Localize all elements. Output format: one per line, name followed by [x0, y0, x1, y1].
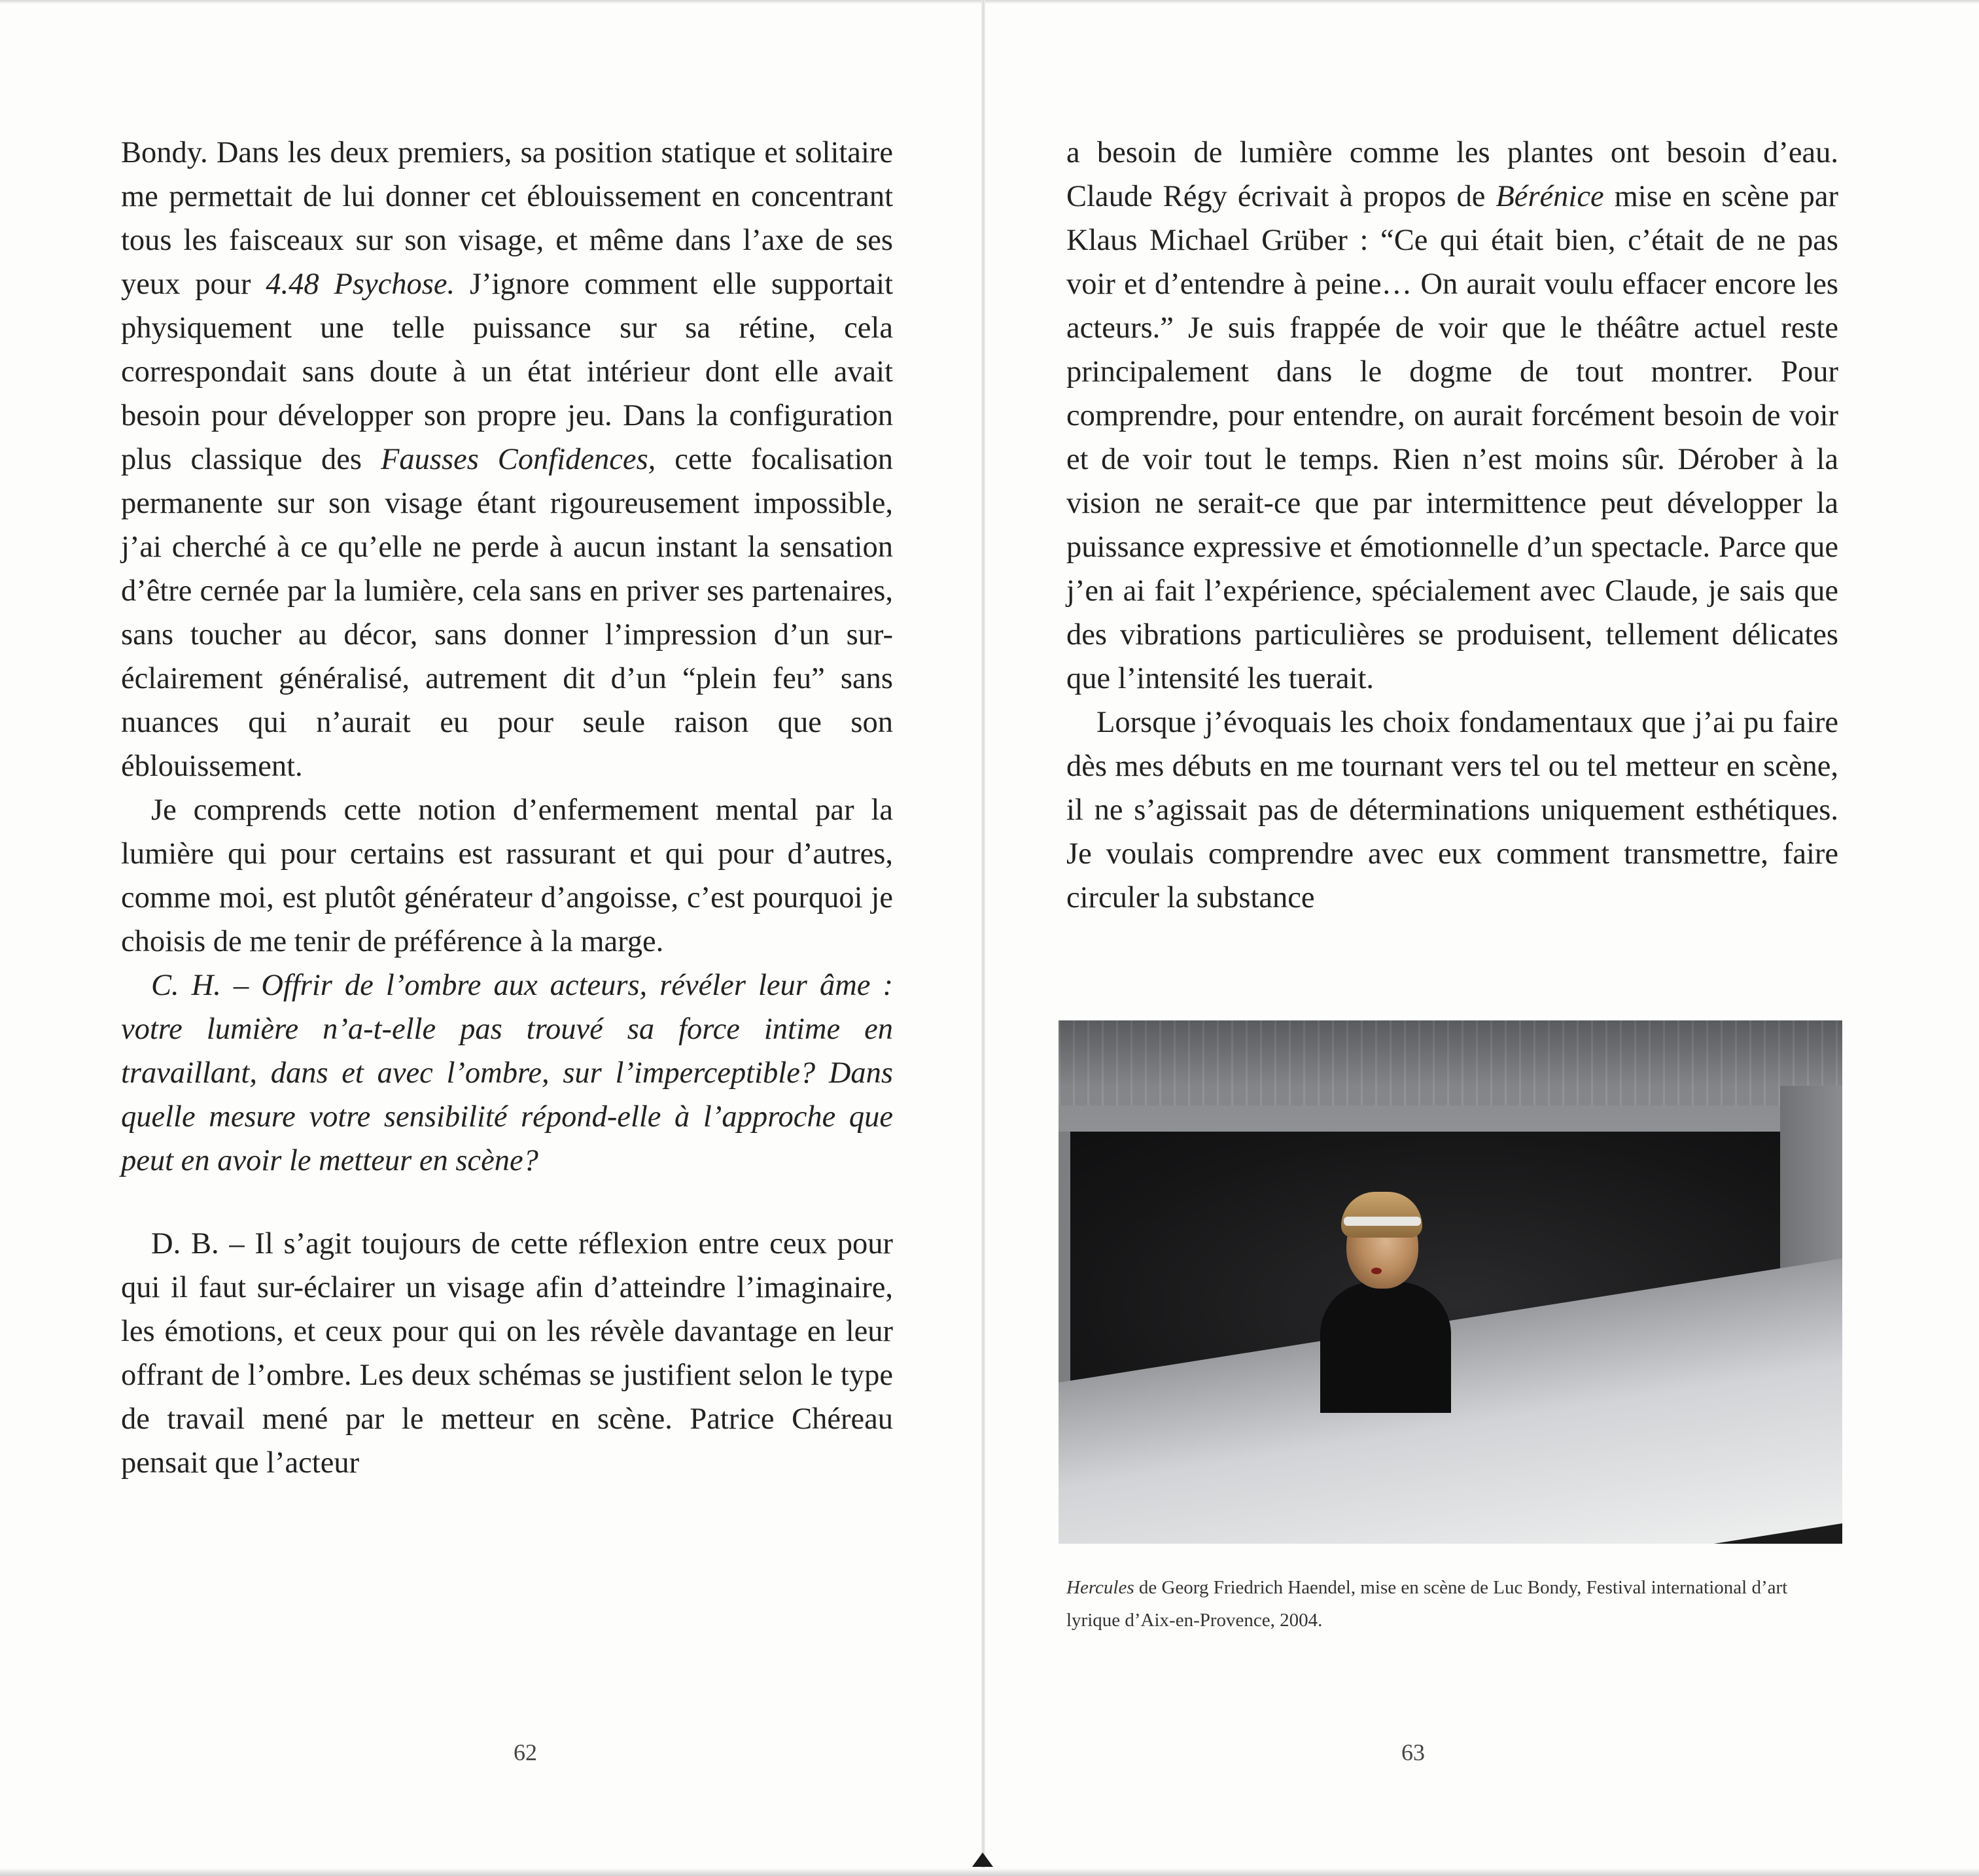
- left-page: [121, 131, 893, 1485]
- interview-answer: D. B. – Il s’agit toujours de cette réflexion entre ceux pour qui il faut sur-éclairer un visage afin d’atteindre l’imaginaire, les émotions, et ceux pour qui on les révèle davantage en leur offrant de l’ombre. Les deux schémas se justifient selon le type de travail mené par le metteur en scène. Patrice Chéreau pensait que l’acteur: [121, 1227, 893, 1480]
- left-paragraph-1: [121, 131, 893, 788]
- left-p1-text-a: Bondy. Dans les deux premiers, sa position statique et solitaire me permettait de lui donner cet éblouissement en concentrant tous les faisceaux sur son visage, et même dans l’axe de ses yeux pour: [121, 136, 893, 301]
- right-paragraph-2: Lorsque j’évoquais les choix fondamentaux que j’ai pu faire dès mes débuts en me tournant vers tel ou tel metteur en scène, il ne s’agissait pas de déterminations uniquement esthétiques. Je voulais comprendre avec eux comment transmettre, faire circuler la substance: [1066, 706, 1838, 914]
- photo-performer-mouth: [1371, 1268, 1382, 1274]
- title-fausses-confidences: Fausses Confidences,: [380, 443, 656, 476]
- left-p1-text-c: cette focalisation permanente sur son visage étant rigoureusement impossible, j’ai cherché à ce qu’elle ne perde à aucun instant la sensation d’être cernée par la lumière, cela sans en priver ses partenaires, sans toucher au décor, sans donner l’impression d’un sur-éclairement généralisé, autrement dit d’un “plein feu” sans nuances qui n’aurait eu pour seule raison que son éblouissement.: [121, 443, 893, 783]
- right-paragraph-1: [1066, 131, 1838, 701]
- stage-photo: [1059, 1020, 1842, 1544]
- caption-text: de Georg Friedrich Haendel, mise en scène de Luc Bondy, Festival international d’art lyrique d’Aix-en-Provence, 2004.: [1066, 1577, 1788, 1631]
- photo-caption: [1066, 1571, 1845, 1637]
- right-page: [1066, 131, 1838, 920]
- page-number-left: 62: [514, 1739, 537, 1765]
- photo-performer-headband: [1344, 1217, 1421, 1226]
- page-top-edge: [0, 0, 1979, 4]
- title-psychose: 4.48 Psychose.: [266, 268, 455, 301]
- book-gutter: [981, 0, 985, 1876]
- caption-title-hercules: Hercules: [1066, 1577, 1134, 1598]
- page-number-right: 63: [1401, 1739, 1425, 1765]
- title-berenice: Bérénice: [1496, 180, 1604, 213]
- right-p1-text-b: mise en scène par Klaus Michael Grüber : “Ce qui était bien, c’était de ne pas voir et d’entendre à peine… On aurait voulu effacer encore les acteurs.” Je suis frappée de voir que le théâtre actuel reste principalement dans le dogme de tout montrer. Pour comprendre, pour entendre, on aurait forcément besoin de voir et de voir tout le temps. Rien n’est moins sûr. Dérober à la vision ne serait-ce que par intermittence peut développer la puissance expressive et émotionnelle d’un spectacle. Parce que j’en ai fait l’expérience, spécialement avec Claude, je sais que des vibrations particulières se produisent, tellement délicates que l’intensité les tuerait.: [1066, 180, 1838, 695]
- gutter-notch-icon: [972, 1852, 993, 1867]
- right-p1-text-a: a besoin de lumière comme les plantes ont besoin d’eau. Claude Régy écrivait à propos de: [1066, 136, 1838, 213]
- left-paragraph-2: Je comprends cette notion d’enfermement mental par la lumière qui pour certains est rassurant et qui pour d’autres, comme moi, est plutôt générateur d’angoisse, c’est pourquoi je choisis de me tenir de préférence à la marge.: [121, 793, 893, 958]
- interview-question: C. H. – Offrir de l’ombre aux acteurs, révéler leur âme : votre lumière n’a-t-elle pas trouvé sa force intime en travaillant, dans et avec l’ombre, sur l’imperceptible? Dans quelle mesure votre sensibilité répond-elle à l’approche que peut en avoir le metteur en scène?: [121, 969, 893, 1177]
- photo-performer-body: [1320, 1282, 1451, 1413]
- photo-wall-streaks: [1059, 1020, 1842, 1105]
- left-p1-text-b: J’ignore comment elle supportait physiquement une telle puissance sur sa rétine, cela correspondait sans doute à un état intérieur dont elle avait besoin pour développer son propre jeu. Dans la configuration plus classique des: [121, 268, 893, 476]
- page-bottom-edge: [0, 1868, 1979, 1876]
- photo-wall-left: [1059, 1132, 1070, 1406]
